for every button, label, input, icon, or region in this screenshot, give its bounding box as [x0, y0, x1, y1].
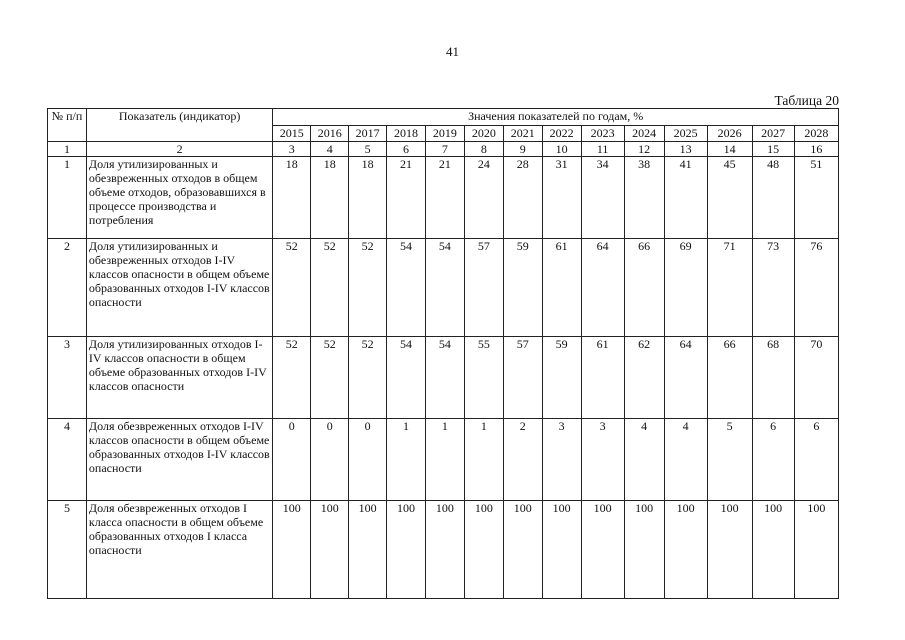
indicator-value: 2 [503, 419, 542, 501]
header-year: 2026 [707, 126, 752, 142]
indicator-value: 0 [311, 419, 349, 501]
indicator-value: 55 [464, 337, 503, 419]
indicator-value: 57 [464, 239, 503, 337]
indicator-value: 61 [581, 337, 624, 419]
table-row [48, 501, 839, 599]
indicator-name: Доля обезвреженных отходов I класса опасности в общем объеме образованных отходов I класса опасности [86, 501, 272, 599]
row-number: 3 [48, 337, 87, 419]
indicator-value: 52 [273, 239, 311, 337]
header-indicator: Показатель (индикатор) [86, 109, 272, 142]
header-year: 2024 [624, 126, 664, 142]
column-number: 2 [86, 142, 272, 157]
header-values-title: Значения показателей по годам, % [273, 109, 839, 126]
indicator-value: 100 [664, 501, 707, 599]
indicator-value: 4 [624, 419, 664, 501]
indicator-value: 4 [664, 419, 707, 501]
table-body [48, 157, 839, 599]
indicator-value: 62 [624, 337, 664, 419]
column-number: 8 [464, 142, 503, 157]
indicator-value: 52 [273, 337, 311, 419]
indicator-value: 100 [542, 501, 581, 599]
indicator-value: 38 [624, 157, 664, 239]
indicator-value: 18 [273, 157, 311, 239]
header-year: 2025 [664, 126, 707, 142]
column-number: 3 [273, 142, 311, 157]
indicator-value: 52 [311, 337, 349, 419]
indicator-value: 100 [349, 501, 387, 599]
header-year: 2021 [503, 126, 542, 142]
indicator-value: 31 [542, 157, 581, 239]
column-number: 1 [48, 142, 87, 157]
table-row [48, 157, 839, 239]
indicator-value: 24 [464, 157, 503, 239]
indicator-value: 3 [581, 419, 624, 501]
indicator-value: 100 [387, 501, 426, 599]
indicator-value: 3 [542, 419, 581, 501]
table-row [48, 239, 839, 337]
indicator-value: 100 [794, 501, 838, 599]
indicator-value: 68 [752, 337, 794, 419]
indicator-value: 69 [664, 239, 707, 337]
header-year: 2016 [311, 126, 349, 142]
table-row [48, 337, 839, 419]
indicator-value: 1 [387, 419, 426, 501]
row-number: 5 [48, 501, 87, 599]
indicator-value: 100 [581, 501, 624, 599]
column-number: 15 [752, 142, 794, 157]
indicator-value: 100 [425, 501, 464, 599]
indicator-value: 52 [349, 239, 387, 337]
indicator-value: 0 [349, 419, 387, 501]
column-number: 7 [425, 142, 464, 157]
indicator-value: 54 [387, 239, 426, 337]
indicator-value: 64 [664, 337, 707, 419]
header-year: 2018 [387, 126, 426, 142]
indicator-value: 52 [311, 239, 349, 337]
indicator-value: 6 [752, 419, 794, 501]
indicators-table [47, 108, 839, 599]
indicator-value: 18 [349, 157, 387, 239]
indicator-value: 18 [311, 157, 349, 239]
indicator-value: 59 [542, 337, 581, 419]
indicator-value: 59 [503, 239, 542, 337]
table-caption: Таблица 20 [774, 93, 839, 108]
indicator-value: 54 [387, 337, 426, 419]
indicator-value: 71 [707, 239, 752, 337]
column-number: 9 [503, 142, 542, 157]
indicator-value: 1 [464, 419, 503, 501]
indicator-value: 100 [311, 501, 349, 599]
indicator-value: 61 [542, 239, 581, 337]
indicator-value: 64 [581, 239, 624, 337]
header-year: 2020 [464, 126, 503, 142]
header-year: 2019 [425, 126, 464, 142]
column-number: 10 [542, 142, 581, 157]
column-numbers-row [48, 142, 839, 157]
indicator-value: 100 [752, 501, 794, 599]
column-number: 5 [349, 142, 387, 157]
indicator-value: 21 [387, 157, 426, 239]
header-year: 2028 [794, 126, 838, 142]
indicator-value: 70 [794, 337, 838, 419]
indicator-value: 45 [707, 157, 752, 239]
indicator-value: 100 [464, 501, 503, 599]
indicator-value: 54 [425, 239, 464, 337]
indicator-value: 5 [707, 419, 752, 501]
indicator-name: Доля утилизированных и обезвреженных отходов I-IV классов опасности в общем объеме образованных отходов I-IV классов опасности [86, 239, 272, 337]
indicator-value: 21 [425, 157, 464, 239]
indicator-value: 76 [794, 239, 838, 337]
header-year: 2017 [349, 126, 387, 142]
indicator-value: 48 [752, 157, 794, 239]
indicator-value: 41 [664, 157, 707, 239]
indicator-value: 100 [273, 501, 311, 599]
indicator-value: 66 [624, 239, 664, 337]
indicator-value: 34 [581, 157, 624, 239]
column-number: 16 [794, 142, 838, 157]
table-row [48, 419, 839, 501]
indicator-value: 52 [349, 337, 387, 419]
indicator-value: 51 [794, 157, 838, 239]
indicator-value: 1 [425, 419, 464, 501]
indicator-value: 66 [707, 337, 752, 419]
column-number: 4 [311, 142, 349, 157]
header-number: № п/п [48, 109, 87, 142]
indicator-value: 6 [794, 419, 838, 501]
column-number: 14 [707, 142, 752, 157]
indicator-value: 100 [624, 501, 664, 599]
header-year: 2022 [542, 126, 581, 142]
header-year: 2027 [752, 126, 794, 142]
column-number: 12 [624, 142, 664, 157]
indicator-value: 100 [503, 501, 542, 599]
indicator-name: Доля обезвреженных отходов I-IV классов опасности в общем объеме образованных отходов I-IV классов опасности [86, 419, 272, 501]
indicator-value: 0 [273, 419, 311, 501]
indicator-value: 54 [425, 337, 464, 419]
row-number: 2 [48, 239, 87, 337]
header-year: 2023 [581, 126, 624, 142]
indicator-value: 100 [707, 501, 752, 599]
row-number: 1 [48, 157, 87, 239]
row-number: 4 [48, 419, 87, 501]
header-year: 2015 [273, 126, 311, 142]
indicator-value: 57 [503, 337, 542, 419]
column-number: 11 [581, 142, 624, 157]
page-number: 41 [446, 44, 459, 59]
column-number: 13 [664, 142, 707, 157]
indicator-name: Доля утилизированных отходов I-IV классов опасности в общем объеме образованных отходов I-IV классов опасности [86, 337, 272, 419]
column-number: 6 [387, 142, 426, 157]
indicator-name: Доля утилизированных и обезвреженных отходов в общем объеме отходов, образовавшихся в процессе производства и потребления [86, 157, 272, 239]
indicator-value: 28 [503, 157, 542, 239]
indicator-value: 73 [752, 239, 794, 337]
